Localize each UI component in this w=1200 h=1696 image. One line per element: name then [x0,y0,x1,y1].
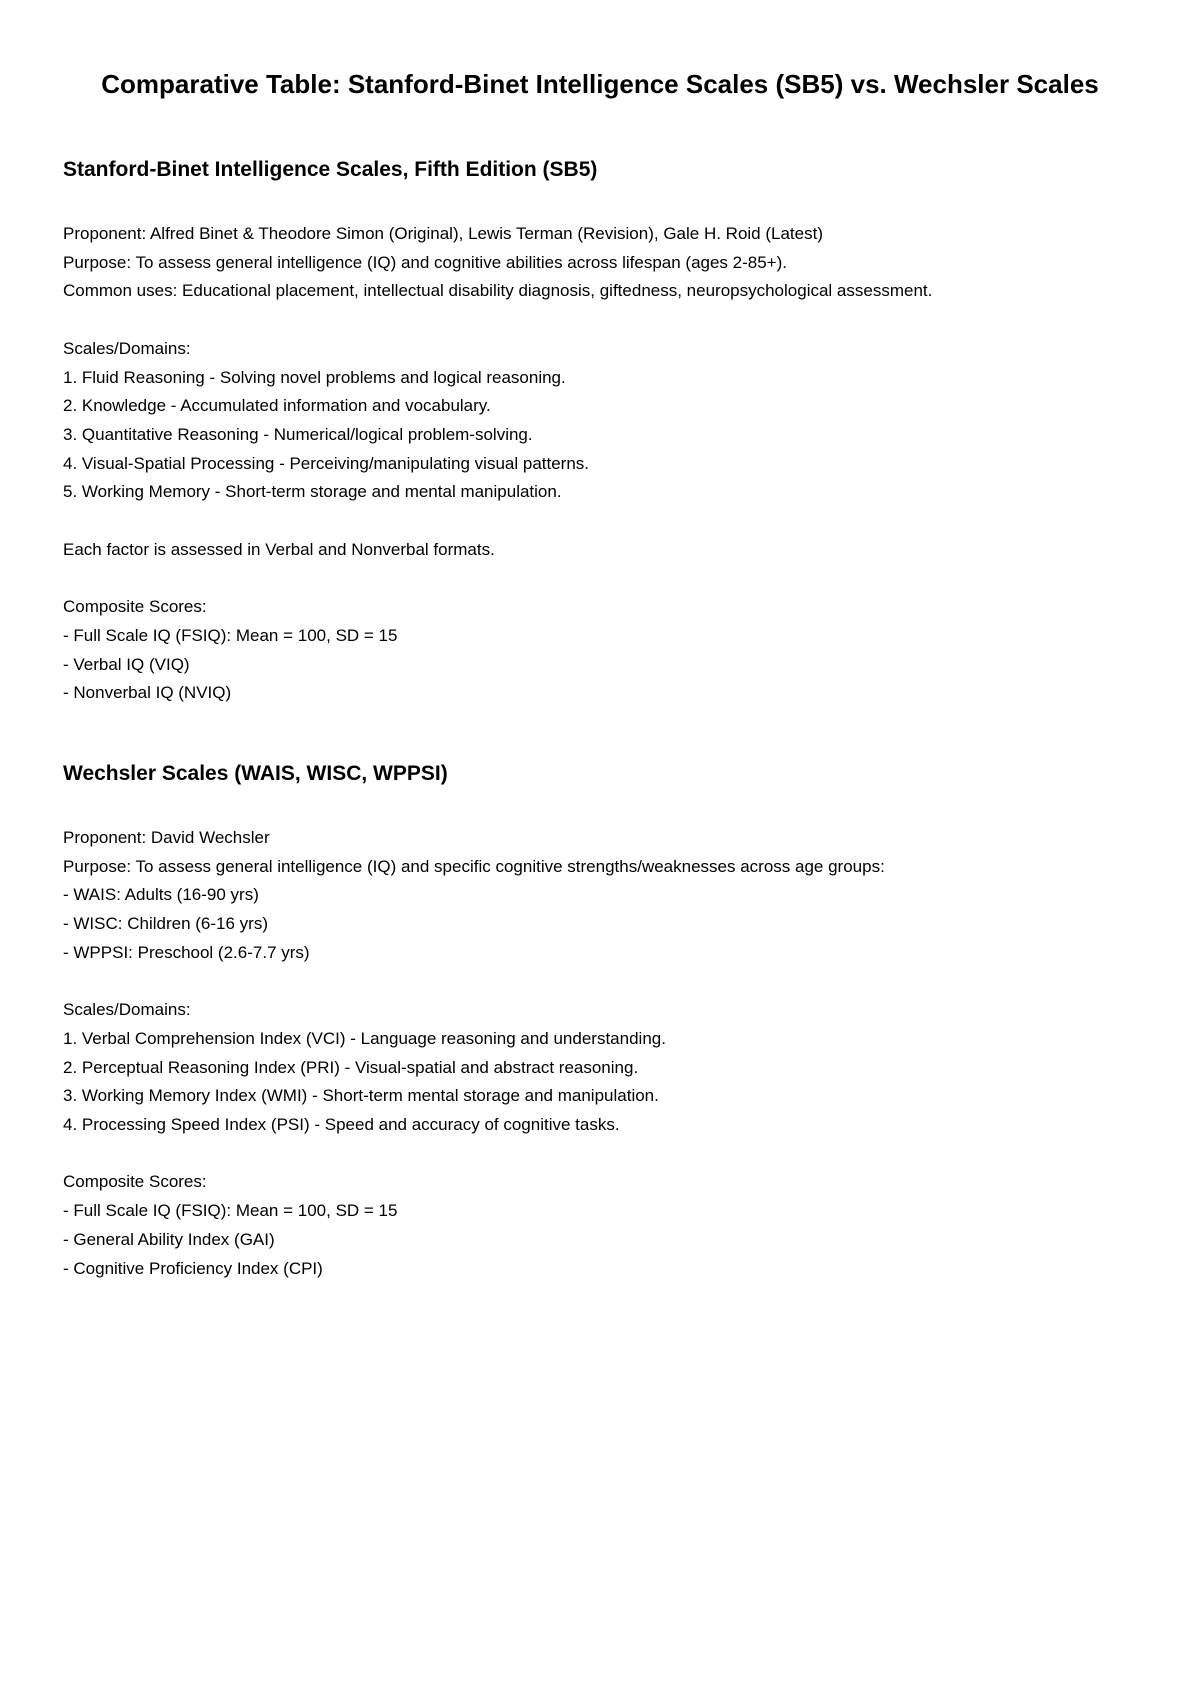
wechsler-composite-list [63,1168,1163,1283]
wechsler-scales-label: Scales/Domains: [63,1000,191,1020]
sb5-scales-list [63,335,1163,507]
list-item: - Full Scale IQ (FSIQ): Mean = 100, SD = 15 [63,1201,398,1221]
list-item: - Cognitive Proficiency Index (CPI) [63,1258,323,1278]
list-item: 3. Working Memory Index (WMI) - Short-term mental storage and manipulation. [63,1086,659,1106]
wechsler-composite-label: Composite Scores: [63,1172,207,1192]
list-item: 4. Processing Speed Index (PSI) - Speed and accuracy of cognitive tasks. [63,1115,620,1135]
list-item: 1. Fluid Reasoning - Solving novel problems and logical reasoning. [63,367,566,387]
list-item: - General Ability Index (GAI) [63,1229,275,1249]
sb5-proponent: Proponent: Alfred Binet & Theodore Simon (Original), Lewis Terman (Revision), Gale H. Roid (Latest) [63,224,823,243]
wechsler-overview [63,824,1163,968]
spacer [63,306,1163,335]
list-item: - Nonverbal IQ (NVIQ) [63,683,232,703]
list-item: - Verbal IQ (VIQ) [63,654,190,674]
sb5-composite-list [63,593,1163,708]
wechsler-section [63,760,1163,1283]
list-item: - WAIS: Adults (16-90 yrs) [63,885,259,905]
list-item: - WPPSI: Preschool (2.6-7.7 yrs) [63,942,310,962]
sb5-common-uses: Common uses: Educational placement, intellectual disability diagnosis, giftedness, neuropsychological assessment. [63,281,933,301]
list-item: 5. Working Memory - Short-term storage and mental manipulation. [63,482,562,502]
sb5-scales-label: Scales/Domains: [63,338,191,358]
spacer [63,507,1163,536]
sb5-purpose: Purpose: To assess general intelligence (IQ) and cognitive abilities across lifespan (ages 2-85+). [63,252,787,272]
wechsler-heading: Wechsler Scales (WAIS, WISC, WPPSI) [63,762,448,785]
spacer [63,564,1163,593]
wechsler-proponent: Proponent: David Wechsler [63,828,270,847]
list-item: 2. Knowledge - Accumulated information and vocabulary. [63,396,491,416]
list-item: 4. Visual-Spatial Processing - Perceiving/manipulating visual patterns. [63,453,590,473]
wechsler-purpose: Purpose: To assess general intelligence (IQ) and specific cognitive strengths/weaknesses across age groups: [63,856,885,876]
wechsler-scales-list [63,996,1163,1140]
sb5-overview [63,220,1163,306]
spacer [63,1140,1163,1169]
list-item: - WISC: Children (6-16 yrs) [63,914,268,934]
document-title: Comparative Table: Stanford-Binet Intelligence Scales (SB5) vs. Wechsler Scales [101,69,1099,99]
sb5-section [63,156,1163,708]
list-item: - Full Scale IQ (FSIQ): Mean = 100, SD = 15 [63,625,398,645]
spacer [63,968,1163,997]
sb5-composite-label: Composite Scores: [63,597,207,617]
list-item: 2. Perceptual Reasoning Index (PRI) - Visual-spatial and abstract reasoning. [63,1057,639,1077]
sb5-format-note: Each factor is assessed in Verbal and Nonverbal formats. [63,539,495,559]
list-item: 1. Verbal Comprehension Index (VCI) - Language reasoning and understanding. [63,1028,666,1048]
sb5-heading: Stanford-Binet Intelligence Scales, Fifth Edition (SB5) [63,158,598,181]
list-item: 3. Quantitative Reasoning - Numerical/logical problem-solving. [63,424,533,444]
